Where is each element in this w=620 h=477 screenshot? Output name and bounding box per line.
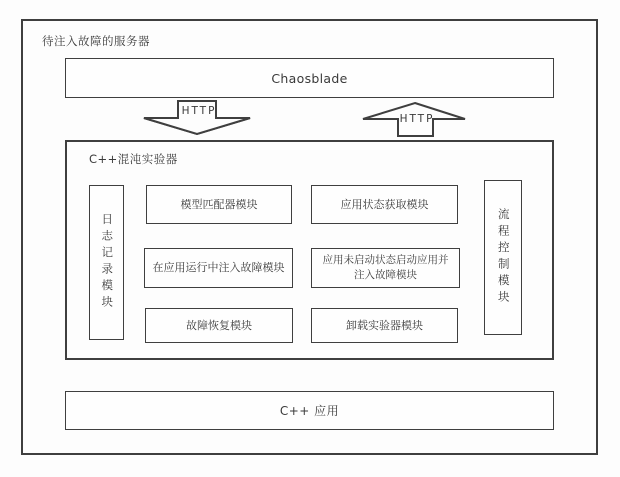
module-inject-running-box: 在应用运行中注入故障模块 [144, 248, 293, 288]
http-up-label: HTTP [399, 113, 435, 125]
chaosblade-label: Chaosblade [271, 70, 348, 86]
chaosblade-box [65, 58, 554, 98]
module-start-and-inject-box: 应用未启动状态启动应用并注入故障模块 [311, 248, 460, 288]
module-fault-recovery-box: 故障恢复模块 [145, 308, 293, 343]
module-app-state-box: 应用状态获取模块 [311, 185, 458, 224]
cpp-app-label: C++ 应用 [279, 404, 340, 418]
server-label: 待注入故障的服务器 [42, 34, 150, 48]
module-model-matcher-box: 模型匹配器模块 [146, 185, 292, 224]
flow-control-module-box: 流程控制模块 [484, 180, 522, 335]
experimenter-container [65, 140, 554, 360]
log-record-module-box: 日志记录模块 [89, 185, 124, 340]
module-uninstall-box: 卸载实验器模块 [311, 308, 458, 343]
http-down-label: HTTP [181, 105, 217, 117]
server-container [21, 19, 598, 455]
cpp-app-box [65, 391, 554, 430]
experimenter-label: C++混沌实验器 [89, 152, 178, 166]
http-down-arrow-head-icon [140, 97, 254, 138]
